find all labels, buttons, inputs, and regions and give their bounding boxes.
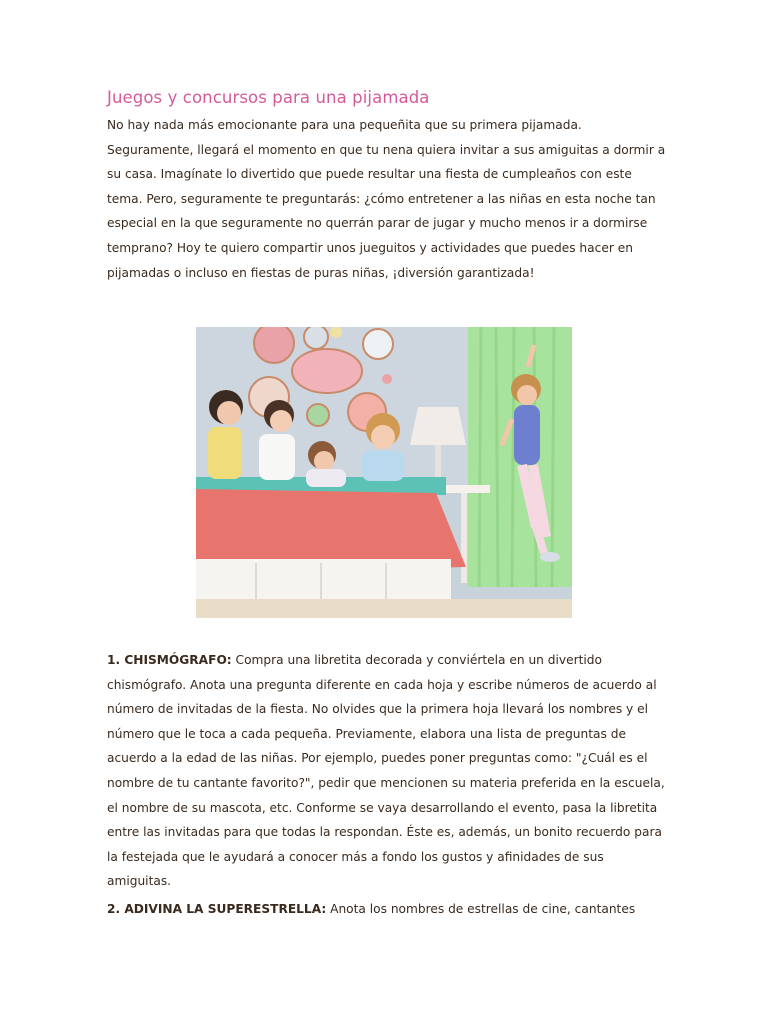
item-paragraph: [107, 648, 667, 894]
item-heading: 2. ADIVINA LA SUPERESTRELLA:: [107, 902, 327, 916]
item-text: Compra una libretita decorada y conviértela en un divertido chismógrafo. Anota una pregunta diferente en cada hoja y escribe números de acuerdo al número de invitadas de la fiesta. No olvides que la primera hoja llevará los nombres y el número que le toca a cada pequeña. Previamente, elabora una lista de preguntas de acuerdo a la edad de las niñas. Por ejemplo, puedes poner preguntas como: "¿Cuál es el nombre de tu cantante favorito?", pedir que mencionen su materia preferida en la escuela, el nombre de su mascota, etc. Conforme se vaya desarrollando el evento, pasa la libretita entre las invitadas para que todas la respondan. Éste es, además, un bonito recuerdo para la festejada que le ayudará a conocer más a fondo los gustos y afinidades de sus amiguitas.: [107, 653, 665, 889]
article-title: Juegos y concursos para una pijamada: [107, 88, 430, 107]
item-paragraph: [107, 897, 667, 922]
article-intro: [107, 88, 667, 285]
game-item-chismografo: [107, 648, 667, 894]
item-heading: 1. CHISMÓGRAFO:: [107, 653, 232, 667]
item-text: Anota los nombres de estrellas de cine, cantantes: [326, 902, 636, 916]
intro-paragraph: No hay nada más emocionante para una pequeñita que su primera pijamada. Seguramente, llegará el momento en que tu nena quiera invitar a sus amiguitas a dormir a su casa. Imagínate lo divertido que puede resultar una fiesta de cumpleaños con este tema. Pero, seguramente te preguntarás: ¿cómo entretener a las niñas en esta noche tan especial en la que seguramente no querrán parar de jugar y mucho menos ir a dormirse temprano? Hoy te quiero compartir unos jueguitos y actividades que puedes hacer en pijamadas o incluso en fiestas de puras niñas, ¡diversión garantizada!: [107, 118, 666, 280]
pajama-party-photo: [196, 327, 572, 618]
game-item-superestrella: [107, 897, 667, 922]
